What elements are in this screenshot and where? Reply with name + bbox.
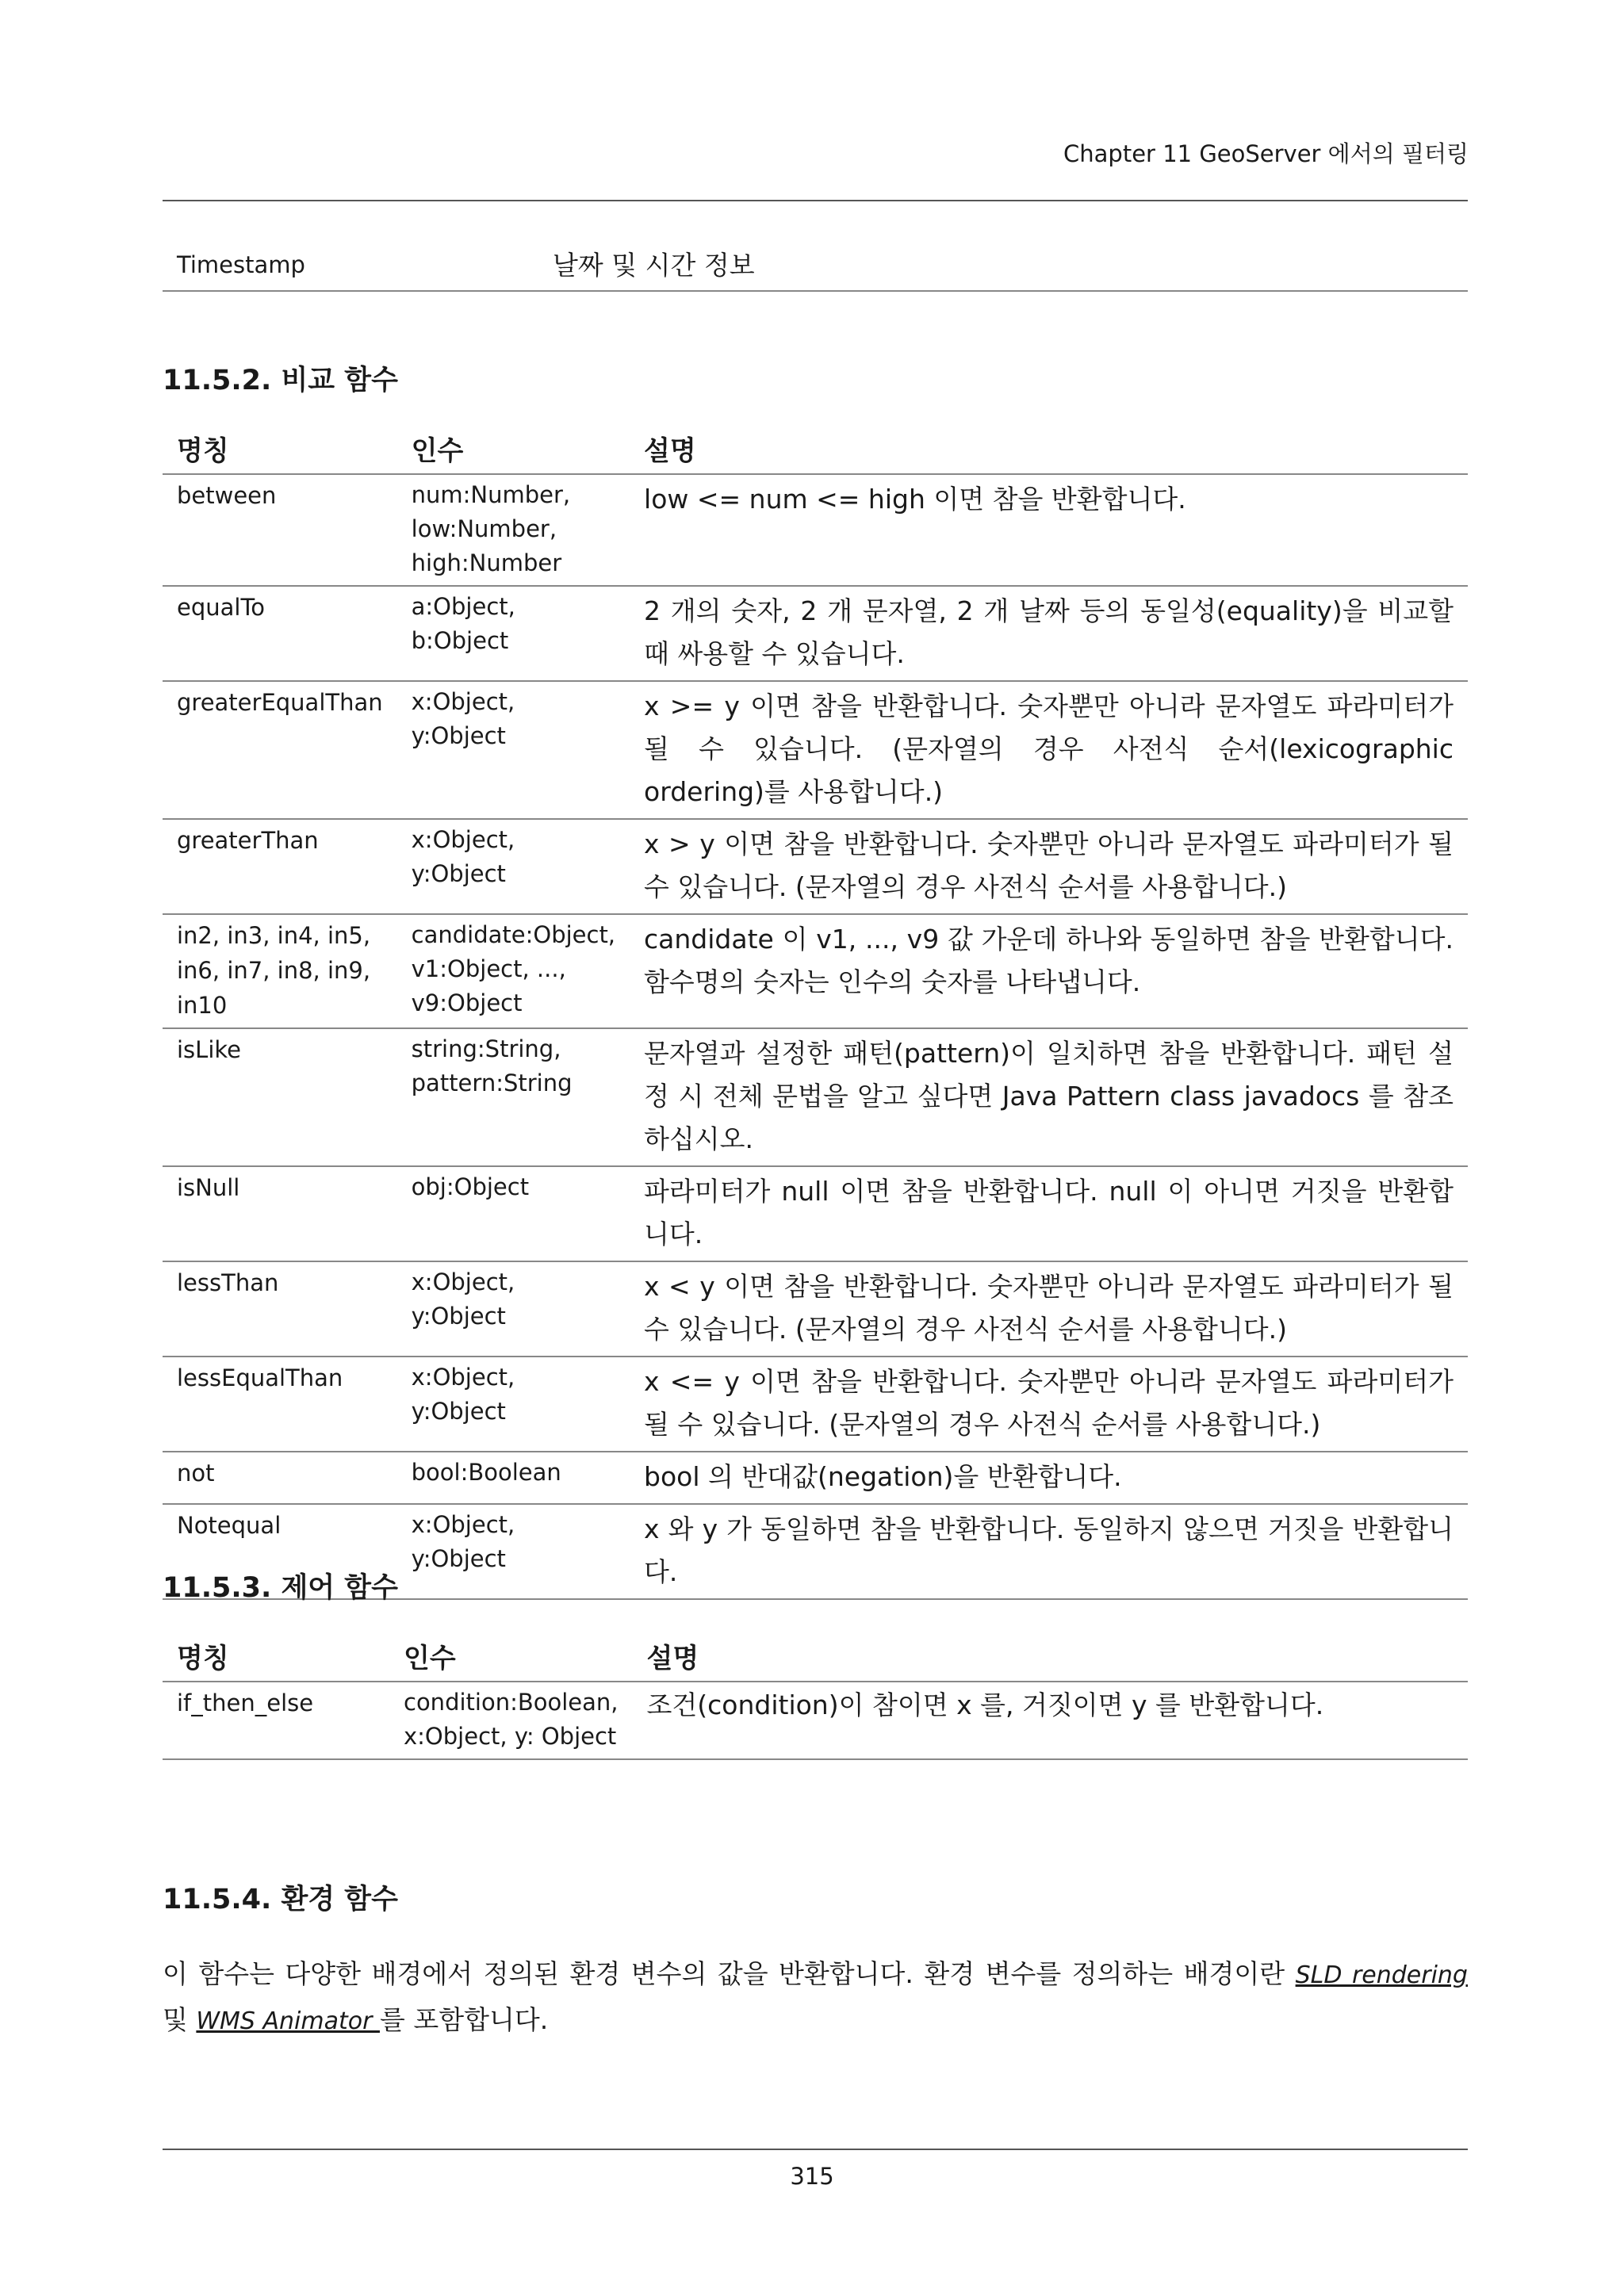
function-name: greaterEqualThan (163, 681, 397, 819)
argument: obj:Object (411, 1173, 530, 1200)
header-rule (163, 200, 1468, 201)
column-header-args: 인수 (397, 430, 630, 474)
environment-paragraph (163, 1952, 1468, 2044)
argument: candidate:Object, (411, 921, 616, 948)
function-description: 문자열과 설정한 패턴(pattern)이 일치하면 참을 반환합니다. 패턴 설정 시 전체 문법을 알고 싶다면 Java Pattern class javadocs 를 참조하십시오. (630, 1028, 1468, 1166)
table-row (163, 1682, 1468, 1759)
function-name: greaterThan (163, 819, 397, 914)
table-row (163, 819, 1468, 914)
argument: y:Object (411, 1303, 506, 1330)
argument: y:Object (411, 1398, 506, 1425)
control-functions-table (163, 1638, 1468, 1760)
argument: condition:Boolean, (404, 1689, 619, 1716)
function-name: in2, in3, in4, in5, in6, in7, in8, in9, in10 (163, 914, 397, 1028)
argument: pattern:String (411, 1070, 573, 1096)
table-header-row (163, 430, 1468, 474)
argument: bool:Boolean (411, 1459, 561, 1486)
column-header-name: 명칭 (163, 430, 397, 474)
function-name: not (163, 1452, 397, 1504)
function-description: x 와 y 가 동일하면 참을 반환합니다. 동일하지 않으면 거짓을 반환합니다. (630, 1504, 1468, 1599)
type-name: Timestamp (163, 247, 538, 291)
function-description: 파라미터가 null 이면 참을 반환합니다. null 이 아니면 거짓을 반환합니다. (630, 1166, 1468, 1261)
argument: x:Object, (411, 1364, 515, 1391)
function-arguments (397, 1166, 630, 1261)
function-arguments (397, 474, 630, 586)
function-description: x < y 이면 참을 반환합니다. 숫자뿐만 아니라 문자열도 파라미터가 될 수 있습니다. (문자열의 경우 사전식 순서를 사용합니다.) (630, 1261, 1468, 1357)
function-arguments (397, 1357, 630, 1452)
table-row (163, 1028, 1468, 1166)
column-header-name: 명칭 (163, 1638, 389, 1682)
function-description: x > y 이면 참을 반환합니다. 숫자뿐만 아니라 문자열도 파라미터가 될 수 있습니다. (문자열의 경우 사전식 순서를 사용합니다.) (630, 819, 1468, 914)
function-description: bool 의 반대값(negation)을 반환합니다. (630, 1452, 1468, 1504)
function-name: isLike (163, 1028, 397, 1166)
table-row (163, 681, 1468, 819)
table-row (163, 1452, 1468, 1504)
argument: y:Object (411, 722, 506, 749)
function-arguments (397, 681, 630, 819)
function-arguments (397, 586, 630, 681)
function-arguments (397, 819, 630, 914)
function-arguments (389, 1682, 633, 1759)
function-name: lessEqualThan (163, 1357, 397, 1452)
argument: y:Object (411, 860, 506, 887)
function-name: lessThan (163, 1261, 397, 1357)
argument: v9:Object (411, 989, 523, 1016)
function-description: 조건(condition)이 참이면 x 를, 거짓이면 y 를 반환합니다. (633, 1682, 1468, 1759)
function-description: low <= num <= high 이면 참을 반환합니다. (630, 474, 1468, 586)
paragraph-text: 이 함수는 다양한 배경에서 정의된 환경 변수의 값을 반환합니다. 환경 변수를 정의하는 배경이란 (163, 1958, 1296, 1989)
table-row (163, 586, 1468, 681)
column-header-desc: 설명 (633, 1638, 1468, 1682)
table-row (163, 247, 1468, 291)
argument: num:Number, (411, 481, 571, 508)
wms-animator-link[interactable]: WMS Animator (196, 2007, 380, 2035)
table-header-row (163, 1638, 1468, 1682)
sld-rendering-link[interactable]: SLD rendering (1295, 1961, 1468, 1989)
argument: a:Object, (411, 593, 515, 620)
function-name: between (163, 474, 397, 586)
paragraph-text: 및 (163, 2004, 197, 2035)
table-row (163, 1261, 1468, 1357)
function-description: x <= y 이면 참을 반환합니다. 숫자뿐만 아니라 문자열도 파라미터가 될 수 있습니다. (문자열의 경우 사전식 순서를 사용합니다.) (630, 1357, 1468, 1452)
argument: v1:Object, ..., (411, 955, 566, 982)
section-heading-environment: 11.5.4. 환경 함수 (163, 1884, 398, 1915)
section-heading-comparison: 11.5.2. 비교 함수 (163, 365, 398, 396)
argument: b:Object (411, 627, 509, 654)
table-row (163, 1166, 1468, 1261)
section-heading-control: 11.5.3. 제어 함수 (163, 1572, 398, 1604)
function-arguments (397, 1452, 630, 1504)
comparison-table-body (163, 474, 1468, 1599)
function-arguments (397, 914, 630, 1028)
function-description: x >= y 이면 참을 반환합니다. 숫자뿐만 아니라 문자열도 파라미터가 될 수 있습니다. (문자열의 경우 사전식 순서(lexicographic ordering)를 사용합니다.) (630, 681, 1468, 819)
function-arguments (397, 1504, 630, 1599)
function-arguments (397, 1261, 630, 1357)
table-row (163, 1357, 1468, 1452)
function-description: 2 개의 숫자, 2 개 문자열, 2 개 날짜 등의 동일성(equality)을 비교할 때 싸용할 수 있습니다. (630, 586, 1468, 681)
function-name: if_then_else (163, 1682, 389, 1759)
function-description: candidate 이 v1, ..., v9 값 가운데 하나와 동일하면 참을 반환합니다. 함수명의 숫자는 인수의 숫자를 나타냅니다. (630, 914, 1468, 1028)
table-row (163, 914, 1468, 1028)
function-name: equalTo (163, 586, 397, 681)
data-types-table-continued (163, 247, 1468, 292)
function-name: Notequal (163, 1504, 397, 1599)
control-table-body (163, 1682, 1468, 1759)
page-number: 315 (790, 2163, 834, 2190)
running-header: Chapter 11 GeoServer 에서의 필터링 (1063, 140, 1469, 167)
argument: x:Object, y: Object (404, 1723, 617, 1750)
argument: low:Number, (411, 515, 557, 542)
argument: x:Object, (411, 826, 515, 853)
argument: y:Object (411, 1545, 506, 1572)
argument: string:String, (411, 1035, 561, 1062)
argument: x:Object, (411, 688, 515, 715)
argument: x:Object, (411, 1269, 515, 1295)
comparison-functions-table (163, 430, 1468, 1600)
paragraph-text: 를 포함합니다. (379, 2004, 549, 2035)
function-name: isNull (163, 1166, 397, 1261)
column-header-desc: 설명 (630, 430, 1468, 474)
column-header-args: 인수 (389, 1638, 633, 1682)
type-description: 날짜 및 시간 정보 (538, 247, 1468, 291)
argument: x:Object, (411, 1511, 515, 1538)
argument: high:Number (411, 549, 562, 576)
table-row (163, 474, 1468, 586)
function-arguments (397, 1028, 630, 1166)
